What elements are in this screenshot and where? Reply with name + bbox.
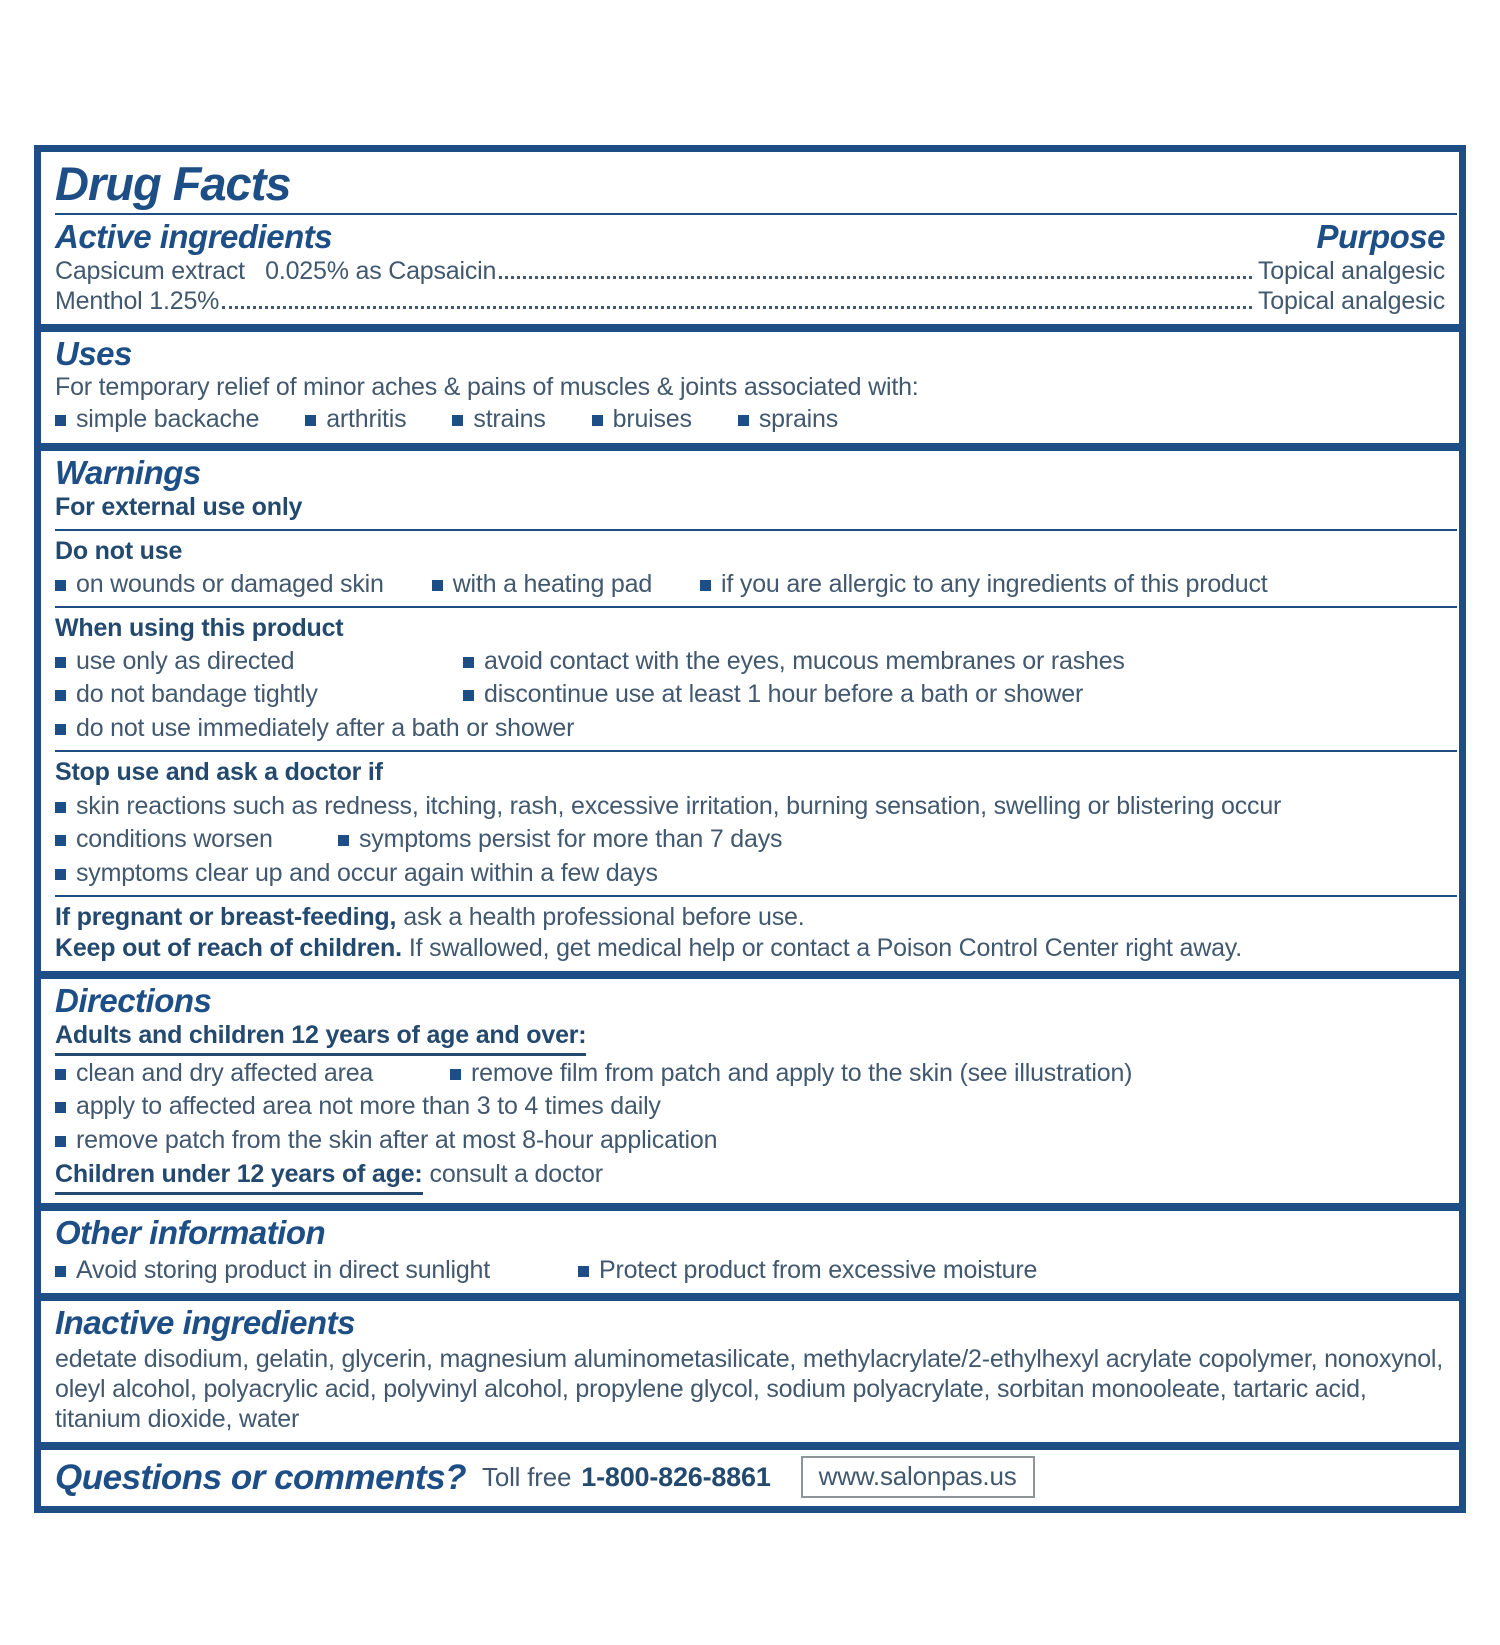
ingredient-row-menthol bbox=[55, 286, 1445, 316]
list-item-label: remove patch from the skin after at most 8-hour application bbox=[76, 1125, 718, 1154]
section-inactive-ingredients bbox=[41, 1301, 1459, 1442]
uses-list bbox=[55, 404, 1445, 435]
ingredient-name: Capsicum extract 0.025% as Capsaicin bbox=[55, 256, 497, 285]
list-item bbox=[463, 646, 1445, 677]
purpose-heading: Purpose bbox=[1316, 218, 1445, 255]
children-heading-label: Children under 12 years of age: bbox=[55, 1159, 423, 1195]
list-item-label: use only as directed bbox=[76, 646, 295, 675]
section-divider-bar bbox=[41, 324, 1459, 332]
section-directions bbox=[41, 979, 1459, 1202]
stop-use-heading: Stop use and ask a doctor if bbox=[55, 758, 383, 787]
bullet-square-icon bbox=[55, 835, 66, 846]
list-item bbox=[305, 404, 406, 435]
ingredient-name: Menthol 1.25% bbox=[55, 286, 220, 315]
bullet-square-icon bbox=[700, 580, 711, 591]
dotted-leader bbox=[222, 306, 1252, 309]
subsection-do-not-use bbox=[41, 536, 1459, 601]
active-ingredients-heading: Active ingredients bbox=[55, 218, 333, 255]
directions-heading: Directions bbox=[55, 982, 212, 1020]
do-not-use-list bbox=[55, 569, 1445, 600]
list-item bbox=[55, 569, 384, 600]
ingredient-row-capsicum bbox=[55, 256, 1445, 286]
list-item bbox=[55, 646, 463, 677]
list-item-label: clean and dry affected area bbox=[76, 1058, 374, 1087]
keep-out-rest: If swallowed, get medical help or contact a Poison Control Center right away. bbox=[408, 933, 1243, 962]
bullet-square-icon bbox=[55, 724, 66, 735]
list-item bbox=[432, 569, 652, 600]
inactive-ingredients-text: edetate disodium, gelatin, glycerin, magnesium aluminometasilicate, methylacrylate/2-ethylhexyl acrylate copolymer, nonoxynol, oleyl alcohol, polyacrylic acid, polyvinyl alcohol, propylene glycol, sodium polyacrylate, sorbitan monooleate, tartaric acid, titanium dioxide, water bbox=[55, 1345, 1443, 1434]
list-item bbox=[55, 858, 1445, 889]
section-uses bbox=[41, 332, 1459, 443]
section-active-ingredients bbox=[41, 215, 1459, 324]
warnings-divider bbox=[55, 750, 1457, 752]
list-item-label: Avoid storing product in direct sunlight bbox=[76, 1255, 490, 1284]
warnings-divider bbox=[55, 529, 1457, 531]
list-item-label: skin reactions such as redness, itching, rash, excessive irritation, burning sensation, swelling or blistering occur bbox=[76, 791, 1282, 820]
bullet-square-icon bbox=[55, 1266, 66, 1277]
list-item bbox=[55, 1058, 450, 1089]
uses-intro: For temporary relief of minor aches & pains of muscles & joints associated with: bbox=[55, 372, 919, 401]
list-item-label: sprains bbox=[758, 405, 839, 434]
pregnancy-note-bold: If pregnant or breast-feeding, bbox=[55, 903, 397, 932]
list-item bbox=[55, 679, 463, 710]
list-item-label: on wounds or damaged skin bbox=[76, 569, 384, 598]
bullet-square-icon bbox=[463, 690, 474, 701]
list-item bbox=[452, 404, 545, 435]
section-warnings bbox=[41, 451, 1459, 524]
list-item bbox=[463, 679, 1445, 710]
drug-facts-label bbox=[34, 145, 1466, 1513]
bullet-square-icon bbox=[55, 1136, 66, 1147]
when-using-list bbox=[55, 646, 1445, 744]
other-information-list bbox=[55, 1255, 1445, 1286]
page-title: Drug Facts bbox=[55, 157, 291, 210]
bullet-square-icon bbox=[592, 415, 603, 426]
keep-out-bold: Keep out of reach of children. bbox=[55, 933, 402, 962]
bullet-square-icon bbox=[55, 802, 66, 813]
list-item-label: bruises bbox=[612, 405, 692, 434]
list-item-label: if you are allergic to any ingredients of this product bbox=[721, 569, 1268, 598]
list-item bbox=[738, 404, 838, 435]
bullet-square-icon bbox=[463, 657, 474, 668]
list-item-label: symptoms clear up and occur again within a few days bbox=[76, 858, 658, 887]
other-information-heading: Other information bbox=[55, 1213, 326, 1251]
list-item bbox=[55, 824, 338, 855]
list-item bbox=[55, 791, 1445, 822]
children-directions-rest: consult a doctor bbox=[429, 1160, 603, 1189]
list-item-label: apply to affected area not more than 3 to 4 times daily bbox=[76, 1092, 661, 1121]
subsection-stop-use bbox=[41, 757, 1459, 890]
directions-row bbox=[55, 1058, 1445, 1089]
pregnancy-note bbox=[55, 902, 1445, 933]
list-item bbox=[578, 1255, 1037, 1286]
bullet-square-icon bbox=[738, 415, 749, 426]
subsection-when-using bbox=[41, 613, 1459, 745]
list-item-label: symptoms persist for more than 7 days bbox=[359, 825, 783, 854]
website-box: www.salonpas.us bbox=[801, 1456, 1035, 1498]
bullet-square-icon bbox=[578, 1266, 589, 1277]
bullet-square-icon bbox=[452, 415, 463, 426]
list-item bbox=[55, 404, 259, 435]
toll-free-label: Toll free bbox=[482, 1461, 572, 1492]
bullet-square-icon bbox=[338, 835, 349, 846]
section-divider-bar bbox=[41, 1442, 1459, 1450]
toll-free-phone-number: 1-800-826-8861 bbox=[581, 1461, 771, 1492]
bullet-square-icon bbox=[55, 657, 66, 668]
bullet-square-icon bbox=[305, 415, 316, 426]
list-item-label: do not bandage tightly bbox=[76, 680, 318, 709]
section-questions-comments bbox=[41, 1450, 1459, 1506]
list-item-label: simple backache bbox=[76, 405, 260, 434]
list-item-label: conditions worsen bbox=[76, 825, 273, 854]
warnings-heading: Warnings bbox=[55, 453, 201, 491]
list-item-label: Protect product from excessive moisture bbox=[599, 1255, 1038, 1284]
list-item-label: discontinue use at least 1 hour before a bath or shower bbox=[484, 680, 1084, 709]
do-not-use-heading: Do not use bbox=[55, 537, 183, 566]
children-directions bbox=[55, 1159, 1445, 1195]
stop-use-row bbox=[55, 824, 1445, 855]
uses-heading: Uses bbox=[55, 334, 132, 372]
section-other-information bbox=[41, 1211, 1459, 1293]
list-item-label: remove film from patch and apply to the skin (see illustration) bbox=[471, 1058, 1133, 1087]
adults-heading bbox=[55, 1020, 1445, 1056]
list-item-label: with a heating pad bbox=[452, 569, 653, 598]
ingredient-purpose: Topical analgesic bbox=[1258, 286, 1445, 315]
section-divider-bar bbox=[41, 971, 1459, 979]
list-item bbox=[700, 569, 1267, 600]
bullet-square-icon bbox=[55, 690, 66, 701]
bullet-square-icon bbox=[55, 1102, 66, 1113]
bullet-square-icon bbox=[432, 580, 443, 591]
list-item-label: avoid contact with the eyes, mucous membranes or rashes bbox=[484, 646, 1125, 675]
section-divider-bar bbox=[41, 443, 1459, 451]
warnings-divider bbox=[55, 895, 1457, 897]
dotted-leader bbox=[499, 276, 1252, 279]
list-item bbox=[338, 824, 782, 855]
list-item bbox=[450, 1058, 1132, 1089]
list-item bbox=[592, 404, 692, 435]
questions-comments-heading: Questions or comments? bbox=[55, 1457, 467, 1497]
adults-heading-label: Adults and children 12 years of age and over: bbox=[55, 1020, 586, 1056]
inactive-ingredients-heading: Inactive ingredients bbox=[55, 1304, 355, 1342]
warnings-divider bbox=[55, 606, 1457, 608]
ingredient-purpose: Topical analgesic bbox=[1258, 256, 1445, 285]
section-divider-bar bbox=[41, 1293, 1459, 1301]
list-item-label: arthritis bbox=[326, 405, 407, 434]
section-divider-bar bbox=[41, 1203, 1459, 1211]
when-using-heading: When using this product bbox=[55, 614, 344, 643]
list-item bbox=[55, 1091, 1445, 1122]
list-item bbox=[55, 1125, 1445, 1156]
list-item bbox=[55, 1255, 578, 1286]
keep-out-of-reach-note bbox=[55, 933, 1445, 964]
list-item-label: do not use immediately after a bath or shower bbox=[76, 713, 575, 742]
list-item bbox=[55, 713, 1445, 744]
bullet-square-icon bbox=[55, 580, 66, 591]
bullet-square-icon bbox=[55, 415, 66, 426]
bullet-square-icon bbox=[55, 1069, 66, 1080]
pregnancy-note-rest: ask a health professional before use. bbox=[403, 903, 805, 932]
list-item-label: strains bbox=[473, 405, 546, 434]
bullet-square-icon bbox=[450, 1069, 461, 1080]
subsection-pregnancy-children bbox=[41, 902, 1459, 971]
bullet-square-icon bbox=[55, 869, 66, 880]
external-use-note: For external use only bbox=[55, 492, 303, 521]
